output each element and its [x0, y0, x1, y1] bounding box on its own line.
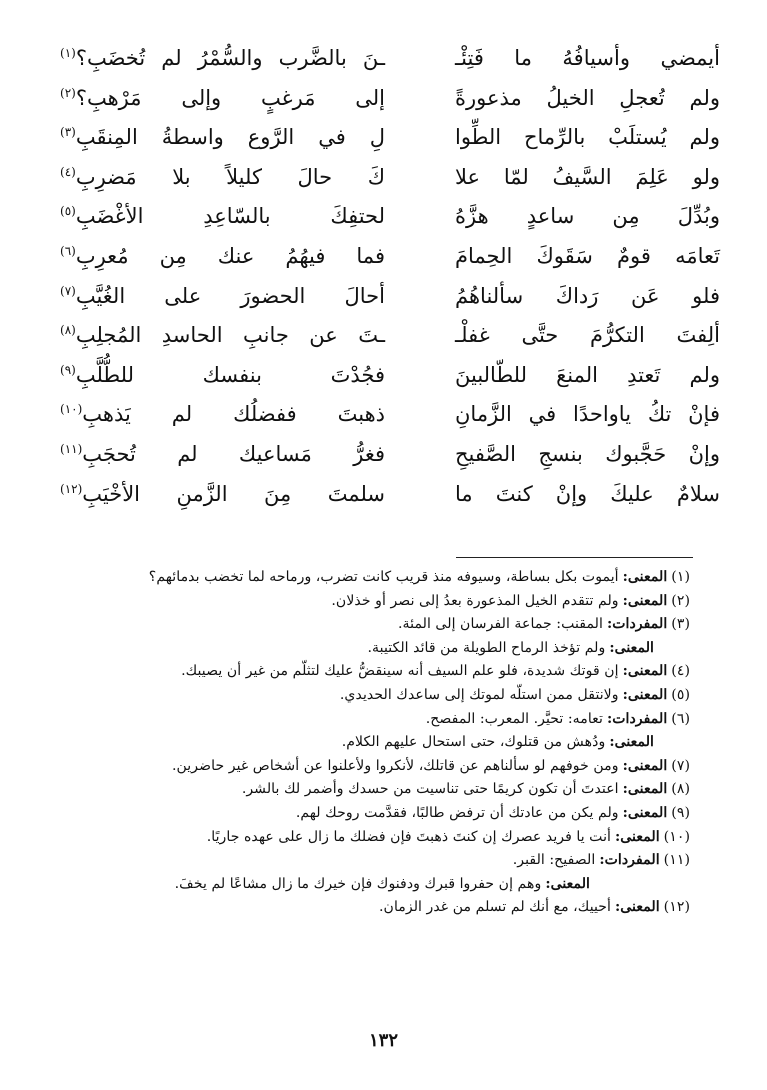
verse-second-hemistich: ذهبتَ ففضلُك لم يَذهبِ [82, 402, 385, 427]
verse-line [60, 272, 720, 312]
footnote-text: الصفيح: القبر. [512, 852, 596, 869]
verse-line [60, 113, 720, 153]
verse-second-hemistich-wrap [60, 192, 385, 237]
verse-second-hemistich: لحتفِكَ بالسّاعِدِ الأغْضَبِ [75, 204, 385, 229]
footnote-reference: (٢) [60, 85, 76, 100]
footnote-label: المعنى: [545, 875, 590, 892]
footnote-reference: (٦) [60, 243, 76, 258]
poem [60, 34, 720, 509]
footnote-number: (١٠) [663, 828, 690, 845]
footnote-number: (١٢) [663, 899, 690, 916]
footnote-divider [456, 557, 693, 558]
footnote-reference: (١١) [60, 441, 83, 456]
verse-line [60, 351, 720, 391]
verse-first-hemistich: ولو عَلِمَ السَّيفُ لمّا علا [455, 164, 720, 189]
footnote-entry [70, 566, 690, 590]
verse-second-hemistich: ـنَ بالضَّرب والسُّمْرُ لم تُخضَبِ؟ [75, 46, 385, 70]
verse-line [60, 192, 720, 232]
verse-second-hemistich-wrap [60, 113, 385, 158]
footnotes [70, 566, 690, 920]
footnote-text: وهم إن حفروا قبرك ودفنوك فإن خيرك ما زال مشاعًا لم يخفَ. [174, 875, 542, 892]
verse-second-hemistich-wrap [60, 272, 385, 317]
footnote-text: ولم تؤخذ الرماح الطويلة من قائد الكتيبة. [367, 639, 606, 656]
verse-second-hemistich: سلمتَ مِنَ الزَّمنِ الأخْيَبِ [82, 481, 385, 506]
footnote-text: ولانتقل ممن استلّه لموتك إلى ساعدك الحديدي. [339, 686, 619, 703]
footnote-number: (٥) [671, 686, 690, 703]
footnote-reference: (٣) [60, 125, 76, 140]
footnote-reference: (١٠) [60, 402, 83, 417]
footnote-label: المعنى: [609, 639, 654, 656]
footnote-entry [70, 849, 690, 873]
footnote-label: المعنى: [622, 663, 668, 680]
footnote-label: المفردات: [599, 852, 660, 869]
verse-second-hemistich-wrap [60, 232, 385, 277]
verse-second-hemistich: كَ حالَ كليلاً بلا مَضرِبِ [75, 164, 385, 189]
footnote-text: أنت يا فريد عصرك إن كنتَ ذهبتَ فإن فضلك ما زال على عهده جاريًا. [206, 828, 611, 845]
footnote-entry [70, 684, 690, 708]
verse-line [60, 74, 720, 114]
footnote-reference: (١٢) [60, 481, 83, 496]
footnote-reference: (٥) [60, 204, 76, 219]
footnote-reference: (٩) [60, 362, 76, 377]
footnote-entry [70, 708, 690, 732]
footnote-reference: (٨) [60, 323, 76, 338]
footnote-text: ولم تتقدم الخيل المذعورة بعدُ إلى نصر أو خذلان. [331, 592, 619, 609]
verse-first-hemistich: فإنْ تكُ ياواحدًا في الزَّمانِ [455, 402, 720, 427]
page-number: ١٣٢ [368, 1030, 398, 1051]
footnote-number: (١١) [663, 852, 690, 869]
footnote-label: المعنى: [615, 899, 660, 916]
footnote-number: (٨) [671, 781, 690, 798]
verse-first-hemistich: أيمضي وأسيافُهُ ما فَتِئْـ [455, 46, 720, 70]
footnote-text: المقنب: جماعة الفرسان إلى المئة. [398, 616, 603, 633]
verse-line [60, 34, 720, 74]
footnote-text: ودُهش من قتلوك، حتى استحال عليهم الكلام. [341, 734, 606, 751]
footnote-text: ومن خوفهم لو سألناهم عن قاتلك، لأنكروا ولأعلنوا عن أشخاص غير حاضرين. [172, 757, 619, 774]
footnote-label: المعنى: [622, 781, 668, 798]
footnote-entry [70, 896, 690, 920]
verse-first-hemistich: سلامٌ عليكَ وإنْ كنتَ ما [455, 481, 720, 506]
verse-second-hemistich-wrap [60, 34, 385, 79]
footnote-entry [70, 826, 690, 850]
footnote-label: المعنى: [622, 757, 668, 774]
footnote-text: تعامه: تحيَّر. المعرب: المفصح. [425, 710, 603, 727]
footnote-number: (٩) [671, 804, 690, 821]
footnote-label: المعنى: [609, 734, 654, 751]
verse-line [60, 153, 720, 193]
footnote-text: اعتدتَ أن تكون كريمًا حتى تناسيت من حسدك وأضمر لك بالشر. [241, 781, 619, 798]
footnote-text: ولم يكن من عادتك أن ترفض طالبًا، فقدَّمت روحك لهم. [295, 804, 619, 821]
verse-second-hemistich: لِ في الرَّوع واسطةُ المِنقَبِ [75, 125, 385, 150]
footnote-label: المفردات: [606, 710, 668, 727]
footnote-label: المعنى: [622, 592, 668, 609]
footnote-label: المعنى: [622, 686, 668, 703]
footnote-label: المعنى: [615, 828, 660, 845]
verse-second-hemistich: أحالَ الحضورَ على الغُيَّبِ [75, 283, 385, 308]
footnote-entry [70, 802, 690, 826]
footnote-number: (٢) [671, 592, 690, 609]
verse-first-hemistich: فلو عَن رَداكَ سألناهُمُ [455, 283, 720, 308]
verse-first-hemistich: ولم تَعتدِ المنعَ للطّالبينَ [455, 362, 720, 387]
footnote-number: (٤) [671, 663, 690, 680]
footnote-label: المعنى: [622, 569, 668, 585]
footnote-text: أيموت بكل بساطة، وسيوفه منذ قريب كانت تضرب، ورماحه لما تخضب بدمائهم؟ [148, 569, 619, 585]
verse-first-hemistich: ألِفتَ التكرُّمَ حتَّى غفلْـ [455, 323, 720, 348]
verse-second-hemistich-wrap [60, 153, 385, 198]
verse-second-hemistich: فغرُّ مَساعيك لم تُحجَبِ [82, 441, 385, 466]
verse-line [60, 232, 720, 272]
verse-second-hemistich-wrap [60, 311, 385, 356]
footnote-number: (١) [671, 569, 690, 585]
footnote-number: (٣) [671, 616, 690, 633]
verse-second-hemistich-wrap [60, 430, 385, 475]
footnote-number: (٦) [671, 710, 690, 727]
footnote-entry [70, 873, 690, 897]
verse-second-hemistich-wrap [60, 74, 385, 119]
verse-second-hemistich: فما فيهُمُ عنك مِن مُعرِبِ [75, 243, 385, 268]
verse-first-hemistich: وبُدِّلَ مِن ساعدٍ هزَّهُ [455, 204, 720, 229]
footnote-reference: (٤) [60, 164, 76, 179]
footnote-text: أحييك، مع أنك لم تسلم من غدر الزمان. [379, 899, 611, 916]
verse-first-hemistich: وإنْ حَجَّبوك بنسجِ الصَّفيحِ [455, 441, 720, 466]
footnote-entry [70, 778, 690, 802]
verse-second-hemistich-wrap [60, 390, 385, 435]
footnote-entry [70, 637, 690, 661]
footnote-entry [70, 660, 690, 684]
footnote-reference: (١) [60, 46, 76, 60]
footnote-entry [70, 590, 690, 614]
verse-second-hemistich: إلى مَرغبٍ وإلى مَرْهبِ؟ [75, 85, 385, 110]
footnote-label: المعنى: [622, 804, 668, 821]
footnote-entry [70, 613, 690, 637]
verse-second-hemistich: ـتَ عن جانبِ الحاسدِ المُجلِبِ [75, 323, 385, 348]
verse-first-hemistich: ولم تُعجلِ الخيلُ مذعورةً [455, 85, 720, 110]
footnote-entry [70, 731, 690, 755]
verse-second-hemistich-wrap [60, 351, 385, 396]
verse-line [60, 390, 720, 430]
footnote-number: (٧) [671, 757, 690, 774]
verse-line [60, 311, 720, 351]
verse-second-hemistich: فجُدْتَ بنفسك للطُّلَّبِ [75, 362, 385, 387]
verse-first-hemistich: تَعامَه قومٌ سَقَوكَ الحِمامَ [455, 243, 720, 268]
verse-line [60, 430, 720, 470]
verse-line [60, 470, 720, 510]
verse-first-hemistich: ولم يُستلَبْ بالرِّماح الطِّوا [455, 125, 720, 150]
footnote-entry [70, 755, 690, 779]
footnote-reference: (٧) [60, 283, 76, 298]
verse-second-hemistich-wrap [60, 470, 385, 515]
footnote-label: المفردات: [606, 616, 668, 633]
footnote-text: إن قوتك شديدة، فلو علم السيف أنه سينقضُّ عليك لتثلّم من غير أن يصيبك. [181, 663, 619, 680]
